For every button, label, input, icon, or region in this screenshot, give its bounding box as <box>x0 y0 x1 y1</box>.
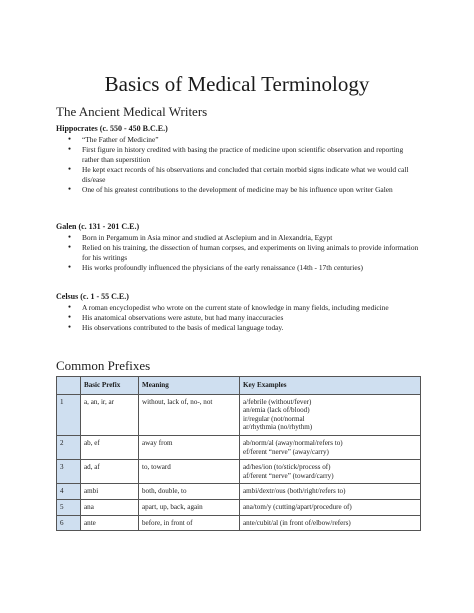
document-title: Basics of Medical Terminology <box>104 72 370 96</box>
example-line: an/emia (lack of/blood) <box>243 406 310 415</box>
prefix-cell: ad, af <box>81 460 139 484</box>
examples-cell <box>240 394 421 435</box>
example-line: ar/rhythmia (no/rhythm) <box>243 423 313 432</box>
meaning-cell: apart, up, back, again <box>139 499 240 515</box>
table-header-row <box>57 377 421 395</box>
list-item: ● Relied on his training, the dissection of human corpses, and experiments on living animals to provide information for his writings <box>82 243 421 263</box>
list-item: ● A roman encyclopedist who wrote on the current state of knowledge in many fields, including medicine <box>82 303 421 313</box>
meaning-cell: to, toward <box>139 460 240 484</box>
example-line: ir/regular (not/normal <box>243 414 305 423</box>
writer-section-hippocrates <box>56 124 421 195</box>
section-heading-ancient-writers: The Ancient Medical Writers <box>56 104 208 119</box>
list-item: ● One of his greatest contributions to the development of medicine may be his influence upon writer Galen <box>82 185 421 195</box>
examples-cell <box>240 499 421 515</box>
writer-section-celsus <box>56 292 421 333</box>
column-header-key-examples: Key Examples <box>240 377 421 395</box>
row-number: 5 <box>57 499 81 515</box>
example-line: ad/hes/ion (to/stick/process of) <box>243 463 331 472</box>
table-row <box>57 460 421 484</box>
meaning-cell: both, double, to <box>139 484 240 500</box>
prefix-cell: ante <box>81 515 139 531</box>
example-line: ef/ferent “nerve” (away/carry) <box>243 447 329 456</box>
meaning-cell: before, in front of <box>139 515 240 531</box>
list-item: ● “The Father of Medicine” <box>82 135 421 145</box>
table-row <box>57 515 421 531</box>
writer-name: Hippocrates (c. 550 - 450 B.C.E.) <box>56 124 168 133</box>
list-item: ● His observations contributed to the basis of medical language today. <box>82 323 421 333</box>
bullet-list <box>56 233 421 273</box>
section-heading-common-prefixes: Common Prefixes <box>56 358 151 373</box>
table-row <box>57 394 421 435</box>
table-row <box>57 499 421 515</box>
prefix-cell: ambi <box>81 484 139 500</box>
list-item: ● He kept exact records of his observations and concluded that certain morbid signs indicate what we would call dis/ease <box>82 165 421 185</box>
example-line: ante/cubit/al (in front of/elbow/refers) <box>243 518 351 527</box>
row-number: 4 <box>57 484 81 500</box>
examples-cell <box>240 460 421 484</box>
prefix-cell: a, an, ir, ar <box>81 394 139 435</box>
list-item: ● His anatomical observations were astute, but had many inaccuracies <box>82 313 421 323</box>
example-line: ana/tom/y (cutting/apart/procedure of) <box>243 502 352 511</box>
example-line: ambi/dextr/ous (both/right/refers to) <box>243 487 346 496</box>
row-number: 3 <box>57 460 81 484</box>
examples-cell <box>240 484 421 500</box>
example-line: ab/norm/al (away/normal/refers to) <box>243 438 343 447</box>
table-row <box>57 484 421 500</box>
list-item: ● First figure in history credited with basing the practice of medicine upon scientific observation and reporting rather than superstition <box>82 145 421 165</box>
writer-name: Galen (c. 131 - 201 C.E.) <box>56 222 140 231</box>
table-row <box>57 435 421 459</box>
prefix-cell: ana <box>81 499 139 515</box>
bullet-list <box>56 135 421 195</box>
examples-cell <box>240 515 421 531</box>
column-header-meaning: Meaning <box>139 377 240 395</box>
meaning-cell: without, lack of, no-, not <box>139 394 240 435</box>
list-item: ● Born in Pergamum in Asia minor and studied at Asclepium and in Alexandria, Egypt <box>82 233 421 243</box>
row-number: 2 <box>57 435 81 459</box>
row-number: 6 <box>57 515 81 531</box>
example-line: af/ferent “nerve” (toward/carry) <box>243 471 334 480</box>
writer-section-galen <box>56 222 421 273</box>
meaning-cell: away from <box>139 435 240 459</box>
writer-name: Celsus (c. 1 - 55 C.E.) <box>56 292 129 301</box>
prefix-table <box>56 376 421 531</box>
bullet-list <box>56 303 421 333</box>
prefix-cell: ab, ef <box>81 435 139 459</box>
column-header-basic-prefix: Basic Prefix <box>81 377 139 395</box>
example-line: a/febrile (without/fever) <box>243 397 312 406</box>
examples-cell <box>240 435 421 459</box>
column-header-number <box>57 377 81 395</box>
list-item: ● His works profoundly influenced the physicians of the early renaissance (14th - 17th centuries) <box>82 263 421 273</box>
row-number: 1 <box>57 394 81 435</box>
